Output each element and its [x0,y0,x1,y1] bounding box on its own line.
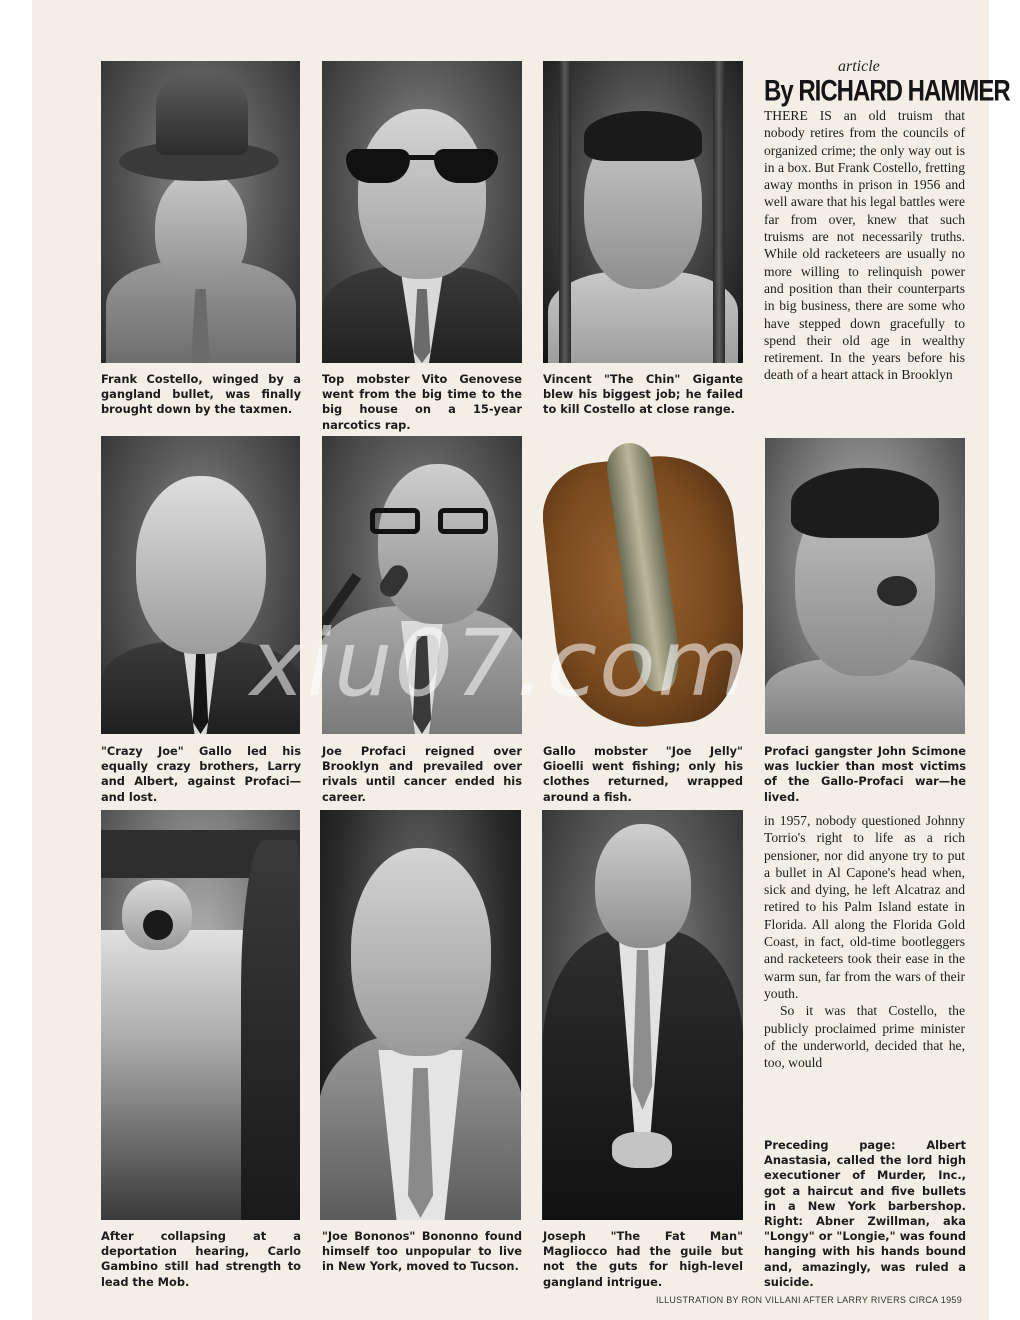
stretcher [101,930,251,1220]
illustration-credit: ILLUSTRATION BY RON VILLANI AFTER LARRY RIVERS CIRCA 1959 [655,1295,962,1305]
fedora-crown [156,73,248,155]
figure-hair [791,468,939,538]
caption-frank-costello: Frank Costello, winged by a gangland bullet, was finally brought down by the taxmen. [101,372,301,417]
illustration-coat-and-fish [543,436,743,734]
photo-frank-costello [101,61,300,363]
black-eye [877,576,917,606]
caption-john-scimone: Profaci gangster John Scimone was luckier than most victims of the Gallo-Profaci war—he lived. [764,744,966,804]
cuffed-hands [612,1132,672,1168]
caption-joseph-magliocco: Joseph "The Fat Man" Magliocco had the guile but not the guts for high-level gangland intrigue. [543,1229,743,1289]
sunglasses [346,149,498,183]
photo-joe-profaci [322,436,522,734]
figure-head [358,109,486,279]
photo-joseph-magliocco [542,810,743,1220]
figure-head [378,464,498,624]
photo-crazy-joe-gallo [101,436,300,734]
caption-vincent-gigante: Vincent "The Chin" Gigante blew his biggest job; he failed to kill Costello at close range. [543,372,743,417]
article-paragraph: So it was that Costello, the publicly proclaimed prime minister of the underworld, decided that he, too, would [764,1003,965,1071]
caption-crazy-joe-gallo: "Crazy Joe" Gallo led his equally crazy brothers, Larry and Albert, against Profaci—and lost. [101,744,301,804]
article-kicker: article [838,58,880,75]
caption-joe-profaci: Joe Profaci reigned over Brooklyn and prevailed over rivals until cancer ended his career. [322,744,522,804]
photo-carlo-gambino [101,810,300,1220]
photo-vito-genovese [322,61,522,363]
caption-carlo-gambino: After collapsing at a deportation hearing, Carlo Gambino still had strength to lead the Mob. [101,1229,301,1289]
eyeglasses [370,508,488,534]
photo-joe-bonanno [320,810,521,1220]
photo-vincent-gigante [543,61,743,363]
caption-joe-jelly-gioelli: Gallo mobster "Joe Jelly" Gioelli went fishing; only his clothes returned, wrapped around a fish. [543,744,743,804]
caption-vito-genovese: Top mobster Vito Genovese went from the big time to the big house on a 15-year narcotics rap. [322,372,522,432]
article-body-part1 [764,107,965,423]
watermark: xiu07.com [250,610,750,717]
figure-head [155,171,247,289]
caption-joe-bonanno: "Joe Bononos" Bononno found himself too unpopular to live in New York, moved to Tucson. [322,1229,522,1274]
figure-head [351,848,491,1056]
figure-head [595,824,691,948]
article-body-part2 [764,812,965,1108]
figure-head [136,476,266,654]
photo-john-scimone [765,438,965,734]
article-byline: By RICHARD HAMMER [764,74,1010,108]
caption-anastasia-zwillman: Preceding page: Albert Anastasia, called the lord high executioner of Murder, Inc., got a haircut and five bullets in a New York barbershop. Right: Abner Zwillman, aka "Longy" or "Longie," was found hanging with his hands bound and, amazingly, was ruled a suicide. [764,1138,966,1289]
cell-bar-left [559,61,571,363]
figure-hair [584,111,702,161]
article-paragraph: THERE IS an old truism that nobody retires from the councils of organized crime; the only way out is in a box. But Frank Costello, fretting away months in prison in 1956 and well aware that his legal battles were far from over, knew that such truisms are not necessarily truths. While old racketeers are usually no more willing to relinquish power and position than their counterparts in big business, there are some who have stepped down gracefully to spend their old age in wealthy retirement. In the years before his death of a heart attack in Brooklyn [764,108,965,383]
article-paragraph: in 1957, nobody questioned Johnny Torrio's right to life as a rich pensioner, nor did anyone try to put a bullet in Al Capone's head when, sick and dying, he left Alcatraz and retired to his Palm Island estate in Florida. All along the Florida Gold Coast, in fact, old-time bootleggers and racketeers took their ease in the warm sun, far from the wars of their youth. [764,813,965,1001]
oxygen-mask [143,910,173,940]
attendant [241,840,300,1220]
cell-bar-right [713,61,725,363]
